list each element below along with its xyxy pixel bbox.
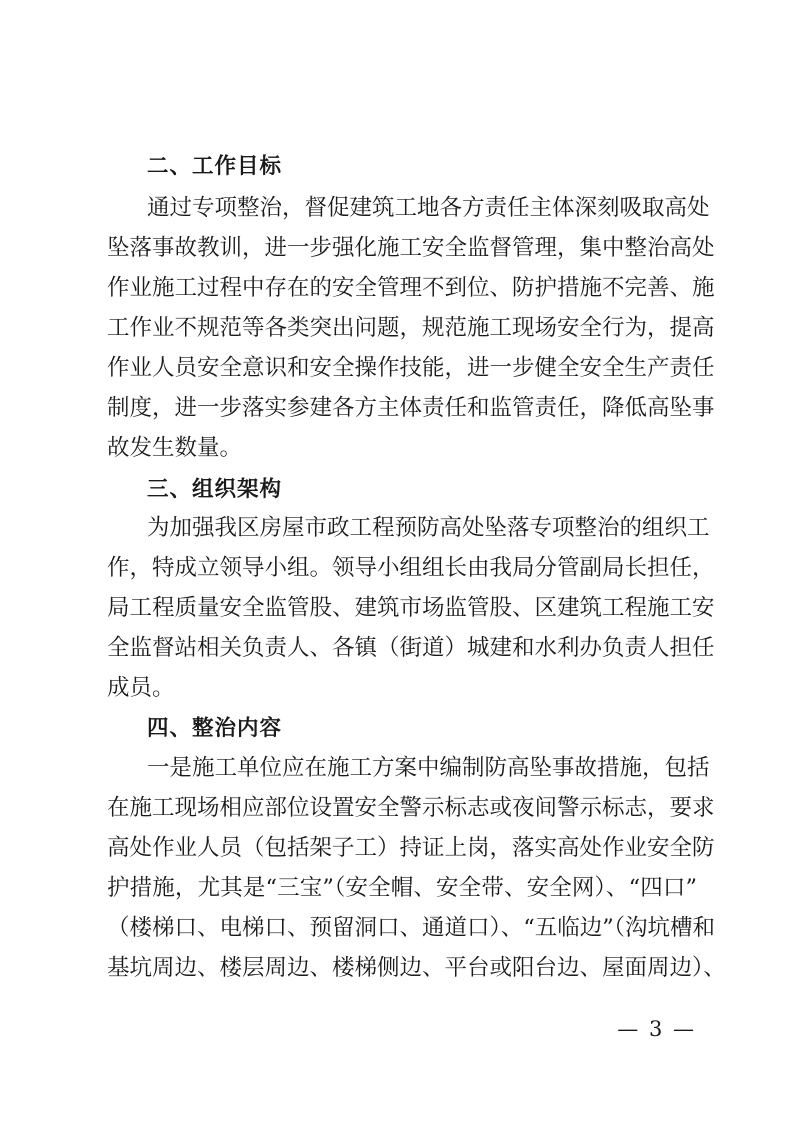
paragraph-line: 成员。 (107, 675, 175, 701)
paragraph-line: 坠落事故教训，进一步强化施工安全监督管理，集中整治高处 (107, 235, 715, 261)
paragraph-line: 全监督站相关负责人、各镇（街道）城建和水利办负责人担任 (107, 635, 715, 661)
section-heading-content: 四、整治内容 (147, 716, 283, 741)
paragraph-line: 为加强我区房屋市政工程预防高处坠落专项整治的组织工 (147, 515, 710, 541)
paragraph-line: 在施工现场相应部位设置安全警示标志或夜间警示标志，要求 (107, 795, 715, 821)
paragraph-line: 局工程质量安全监管股、建筑市场监管股、区建筑工程施工安 (107, 595, 715, 621)
paragraph-line: 制度，进一步落实参建各方主体责任和监管责任，降低高坠事 (107, 395, 715, 421)
paragraph-line: 工作业不规范等各类突出问题，规范施工现场安全行为，提高 (107, 315, 715, 341)
paragraph-line: （楼梯口、电梯口、预留洞口、通道口）、“五临边”（沟坑槽和 (107, 915, 716, 941)
paragraph-line: 作业人员安全意识和安全操作技能，进一步健全安全生产责任 (107, 355, 715, 381)
paragraph-line: 通过专项整治，督促建筑工地各方责任主体深刻吸取高处 (147, 195, 710, 221)
paragraph-line: 一是施工单位应在施工方案中编制防高坠事故措施，包括 (147, 755, 710, 781)
paragraph-line: 作，特成立领导小组。领导小组组长由我局分管副局长担任， (107, 555, 715, 581)
section-heading-organization: 三、组织架构 (147, 477, 283, 502)
paragraph-line: 故发生数量。 (107, 435, 243, 461)
paragraph-line: 护措施，尤其是“三宝”（安全帽、安全带、安全网）、“四口” (107, 875, 697, 901)
paragraph-line: 作业施工过程中存在的安全管理不到位、防护措施不完善、施 (107, 275, 715, 301)
page-number: — 3 — (617, 1017, 696, 1041)
section-heading-goals: 二、工作目标 (147, 154, 283, 179)
paragraph-line: 高处作业人员（包括架子工）持证上岗，落实高处作业安全防 (107, 835, 715, 861)
paragraph-line: 基坑周边、楼层周边、楼梯侧边、平台或阳台边、屋面周边）、 (107, 955, 726, 981)
